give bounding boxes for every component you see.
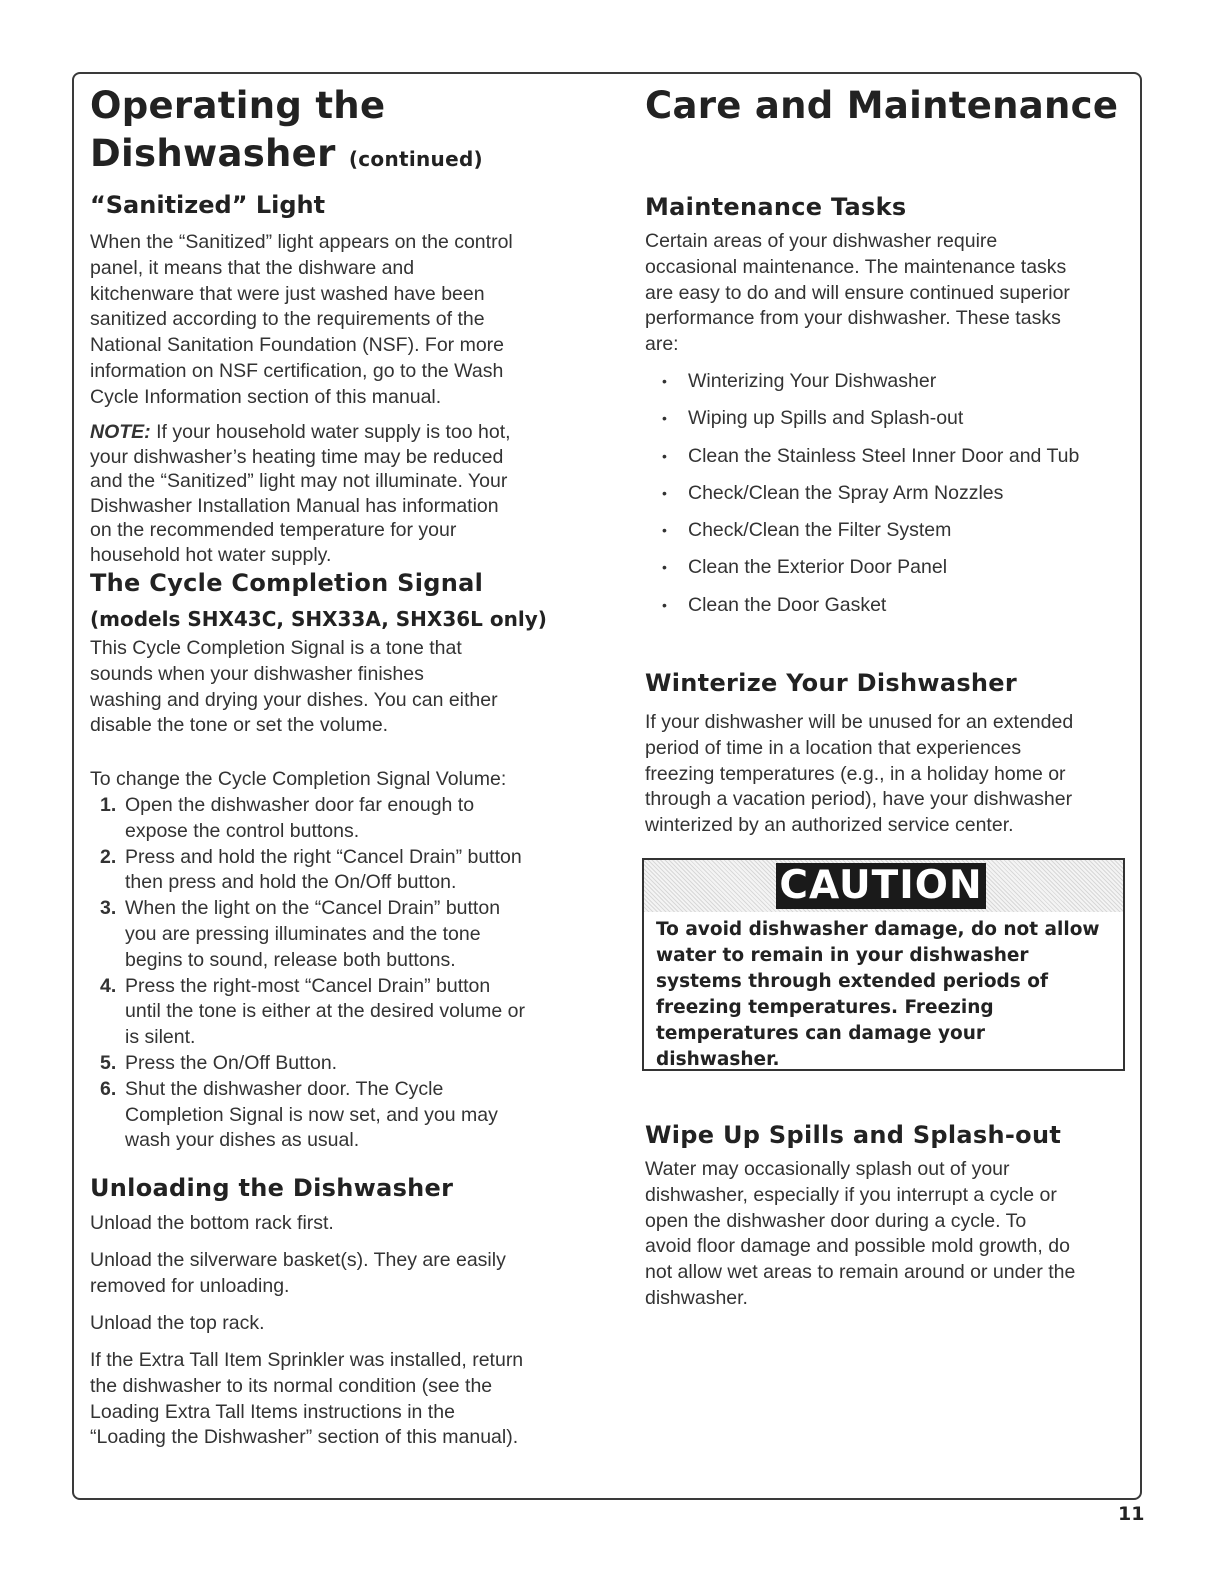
caution-line: freezing temperatures. Freezing [656,997,994,1018]
text-line: are easy to do and will ensure continued superior [645,281,1070,304]
cycle-signal-steps [90,793,580,1154]
sanitized-note [90,420,580,567]
text-line: through a vacation period), have your dishwasher [645,788,1073,811]
bullet-icon: • [662,410,667,427]
caution-box [642,858,1125,1071]
title-main: Dishwasher [90,132,336,175]
list-item [645,406,1135,432]
list-item-label: Wiping up Spills and Splash-out [688,407,964,430]
note-line: household hot water supply. [90,543,332,566]
text-line: Certain areas of your dishwasher require [645,230,998,252]
step-line: wash your dishes as usual. [125,1129,360,1152]
sanitized-body [90,230,580,411]
cycle-signal-body [90,636,580,739]
caution-line: dishwasher. [656,1049,780,1070]
step-line: then press and hold the On/Off button. [125,871,457,894]
step-line: When the light on the “Cancel Drain” button [125,897,501,920]
text-line: dishwasher. [645,1286,748,1309]
list-item-label: Check/Clean the Spray Arm Nozzles [688,481,1004,504]
bullet-icon: • [662,373,667,389]
step-line: you are pressing illuminates and the tone [125,922,481,945]
section-title-operating [90,82,590,183]
text-line: “Loading the Dishwasher” section of this manual). [90,1426,519,1449]
maintenance-tasks-heading: Maintenance Tasks [645,193,907,221]
title-suffix: (continued) [348,147,484,171]
text-line: sanitized according to the requirements of the [90,308,485,331]
text-line: winterized by an authorized service center. [645,814,1014,837]
text-line: Water may occasionally splash out of your [645,1158,1010,1180]
text-line: period of time in a location that experiences [645,736,1022,759]
title-line-2 [90,130,590,183]
text-line: avoid floor damage and possible mold growth, do [645,1235,1070,1258]
winterize-body [645,710,1130,839]
caution-label: CAUTION [776,863,986,909]
text-line: are: [645,333,679,356]
caution-line: water to remain in your dishwasher [656,945,1029,966]
text-line: Loading Extra Tall Items instructions in the [90,1400,455,1423]
step-line: is silent. [125,1026,196,1049]
step-number: 2. [100,845,117,868]
section-title-care: Care and Maintenance [645,84,1119,127]
step-number: 5. [100,1051,117,1074]
list-item [645,369,1135,395]
caution-line: systems through extended periods of [656,971,1049,992]
text-line: disable the tone or set the volume. [90,714,389,737]
wipe-body [645,1157,1135,1312]
step-line: Press the On/Off Button. [125,1051,338,1074]
unloading-p1: Unload the bottom rack first. [90,1212,334,1234]
text-line: performance from your dishwasher. These tasks [645,307,1061,330]
bullet-icon: • [662,484,667,501]
sanitized-heading: “Sanitized” Light [90,191,326,219]
step-number: 3. [100,897,117,920]
text-line: not allow wet areas to remain around or under the [645,1261,1076,1284]
title-line-1: Operating the [90,84,386,127]
step-number: 1. [100,794,117,816]
note-line: on the recommended temperature for your [90,519,457,541]
step-item [90,1051,580,1077]
note-line: Dishwasher Installation Manual has information [90,494,499,517]
wipe-heading: Wipe Up Spills and Splash-out [645,1121,1062,1149]
step-number: 6. [100,1077,117,1100]
unloading-p2 [90,1248,580,1300]
text-line: kitchenware that were just washed have been [90,282,485,305]
text-line: National Sanitation Foundation (NSF). For more [90,334,505,357]
text-line: open the dishwasher door during a cycle. To [645,1209,1027,1232]
text-line: removed for unloading. [90,1274,290,1297]
list-item-label: Clean the Stainless Steel Inner Door and Tub [688,444,1080,467]
step-number: 4. [100,974,117,997]
list-item-label: Clean the Door Gasket [688,593,887,616]
step-line: Completion Signal is now set, and you may [125,1103,498,1126]
bullet-icon: • [662,596,667,613]
cycle-signal-intro: To change the Cycle Completion Signal Volume: [90,768,507,790]
list-item-label: Check/Clean the Filter System [688,519,952,542]
step-item [90,1077,580,1154]
bullet-icon: • [662,522,667,539]
note-line: and the “Sanitized” light may not illuminate. Your [90,470,508,492]
text-line: Unload the silverware basket(s). They are easily [90,1249,506,1271]
text-line: When the “Sanitized” light appears on the control [90,231,513,253]
step-line: begins to sound, release both buttons. [125,948,456,971]
cycle-signal-subheading: (models SHX43C, SHX33A, SHX36L only) [90,607,547,631]
text-line: If your dishwasher will be unused for an extended [645,711,1074,733]
note-line [90,420,580,445]
caution-text [644,912,1123,1073]
text-line: If the Extra Tall Item Sprinkler was installed, return [90,1349,524,1371]
step-line: Shut the dishwasher door. The Cycle [125,1077,444,1100]
note-label: NOTE: [90,421,151,443]
step-line: Press the right-most “Cancel Drain” button [125,974,491,997]
step-line: expose the control buttons. [125,819,360,842]
unloading-p4 [90,1348,590,1451]
text-line: freezing temperatures (e.g., in a holiday home or [645,762,1066,785]
maintenance-tasks-body [645,229,1130,358]
unloading-p3: Unload the top rack. [90,1312,265,1334]
text-line: panel, it means that the dishware and [90,256,415,279]
list-item [645,481,1135,507]
cycle-signal-heading: The Cycle Completion Signal [90,569,484,597]
caution-line: temperatures can damage your [656,1023,986,1044]
list-item-label: Winterizing Your Dishwasher [688,370,937,392]
step-item [90,974,580,1051]
text-line: information on NSF certification, go to the Wash [90,359,504,382]
page-number: 11 [1118,1503,1145,1525]
step-line: Press and hold the right “Cancel Drain” button [125,845,522,868]
list-item-label: Clean the Exterior Door Panel [688,556,948,579]
text-line: Cycle Information section of this manual. [90,385,442,408]
caution-banner [644,860,1123,912]
unloading-heading: Unloading the Dishwasher [90,1174,454,1202]
bullet-icon: • [662,559,667,576]
list-item [645,593,1135,619]
winterize-heading: Winterize Your Dishwasher [645,669,1018,697]
step-line: Open the dishwasher door far enough to [125,794,475,816]
text-line: dishwasher, especially if you interrupt a cycle or [645,1183,1057,1206]
list-item [645,518,1135,544]
text-line: sounds when your dishwasher finishes [90,662,424,685]
step-item [90,845,580,897]
text-line: washing and drying your dishes. You can either [90,688,498,711]
maintenance-tasks-list [645,369,1135,630]
note-first: If your household water supply is too hot, [150,421,511,443]
step-line: until the tone is either at the desired volume or [125,1000,525,1023]
text-line: This Cycle Completion Signal is a tone that [90,637,462,659]
list-item [645,444,1135,470]
step-item [90,793,580,845]
note-line: your dishwasher’s heating time may be reduced [90,445,504,468]
step-item [90,896,580,973]
text-line: the dishwasher to its normal condition (see the [90,1374,493,1397]
text-line: occasional maintenance. The maintenance tasks [645,255,1067,278]
bullet-icon: • [662,447,667,464]
list-item [645,555,1135,581]
caution-line: To avoid dishwasher damage, do not allow [656,919,1100,940]
